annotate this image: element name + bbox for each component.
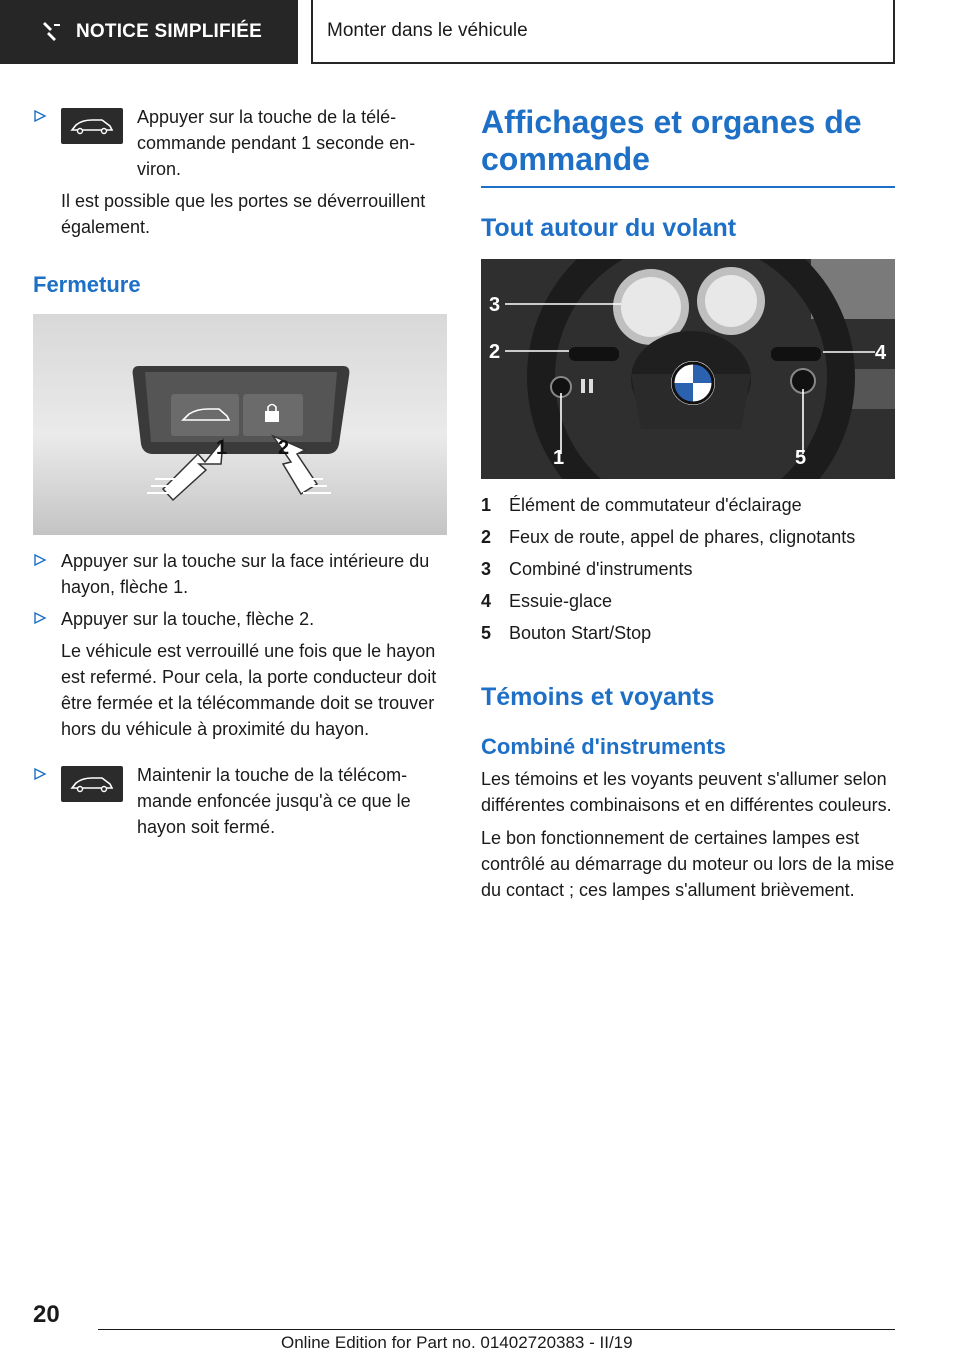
legend-num: 3 [481,559,492,579]
heading-fermeture: Fermeture [33,272,141,297]
legend-text: Combiné d'instruments [509,559,693,579]
left-column [33,104,447,840]
triangle-bullet-icon [33,553,47,567]
legend-item [481,617,895,649]
legend-text: Élément de commutateur d'éclairage [509,495,802,515]
bullet-inner-button [33,548,447,600]
car-tailgate-key-icon [61,766,123,802]
legend-item [481,489,895,521]
triangle-bullet-icon [33,109,47,123]
paragraph-check: Le bon fonctionnement de certaines lampes est contrôlé au démarrage du moteur ou lors de la mise du contact ; ces lampes s'allument brièvement. [481,828,895,900]
figure-label-1: 1 [216,437,228,459]
wheel-legend [481,489,895,649]
wheel-label-2: 2 [489,341,501,363]
legend-text: Feux de route, appel de phares, clignotants [509,527,856,547]
wheel-label-5: 5 [795,447,807,469]
page-number: 20 [33,1301,60,1328]
heading-steering-wheel: Tout autour du volant [481,214,737,242]
bullet2-text: Appuyer sur la touche sur la face intérieure du hayon, flèche 1. [61,551,430,597]
bullet-remote-unlock [33,104,447,182]
header-tab-label: NOTICE SIMPLIFIÉE [76,21,263,42]
legend-text: Bouton Start/Stop [509,623,652,643]
legend-text: Essuie-glace [509,591,613,611]
bullet1-note: Il est possible que les portes se déverrouillent également. [61,191,426,237]
figure-label-2: 2 [278,437,290,459]
heading-instrument-cluster: Combiné d'instruments [481,734,726,759]
legend-num: 2 [481,527,492,547]
footer-rule [98,1329,895,1330]
right-column [481,104,895,903]
wheel-label-3: 3 [489,294,501,316]
bullet1-text: Appuyer sur la touche de la télécommande pendant 1 seconde environ. [137,107,416,179]
steering-wheel-figure [481,259,895,479]
heading-indicators: Témoins et voyants [481,683,715,711]
bullet-remote-close [33,762,447,840]
car-tailgate-key-icon [61,108,123,144]
bullet3-note: Le véhicule est verrouillé une fois que le hayon est refermé. Pour cela, la porte conducteur doit être fermée et la télécommande doit se trouver hors du véhicule à proximité du hayon. [61,641,437,739]
bullet3-text: Appuyer sur la touche, flèche 2. [61,609,315,629]
legend-num: 5 [481,623,492,643]
header-section [311,0,895,64]
legend-num: 4 [481,591,492,611]
wheel-label-1: 1 [553,447,565,469]
title-rule [481,186,895,188]
legend-num: 1 [481,495,492,515]
legend-item [481,585,895,617]
paragraph-lamps: Les témoins et les voyants peuvent s'allumer selon différentes combinaisons et en différentes couleurs. [481,769,892,815]
triangle-bullet-icon [33,767,47,781]
tailgate-buttons-figure [33,314,447,535]
bullet-lock-button [33,606,447,742]
wheel-label-4: 4 [875,342,887,364]
footer-edition: Online Edition for Part no. 01402720383 - II/19 [281,1333,633,1352]
header-tab[interactable] [0,0,298,64]
bullet4-text: Maintenir la touche de la télécommande enfoncée jusqu'à ce que le hayon soit fermé. [137,765,411,837]
legend-item [481,521,895,553]
page-title: Affichages et organes de commande [481,104,862,177]
quick-guide-icon [40,21,64,43]
legend-item [481,553,895,585]
triangle-bullet-icon [33,611,47,625]
header-section-label: Monter dans le véhicule [327,20,528,41]
